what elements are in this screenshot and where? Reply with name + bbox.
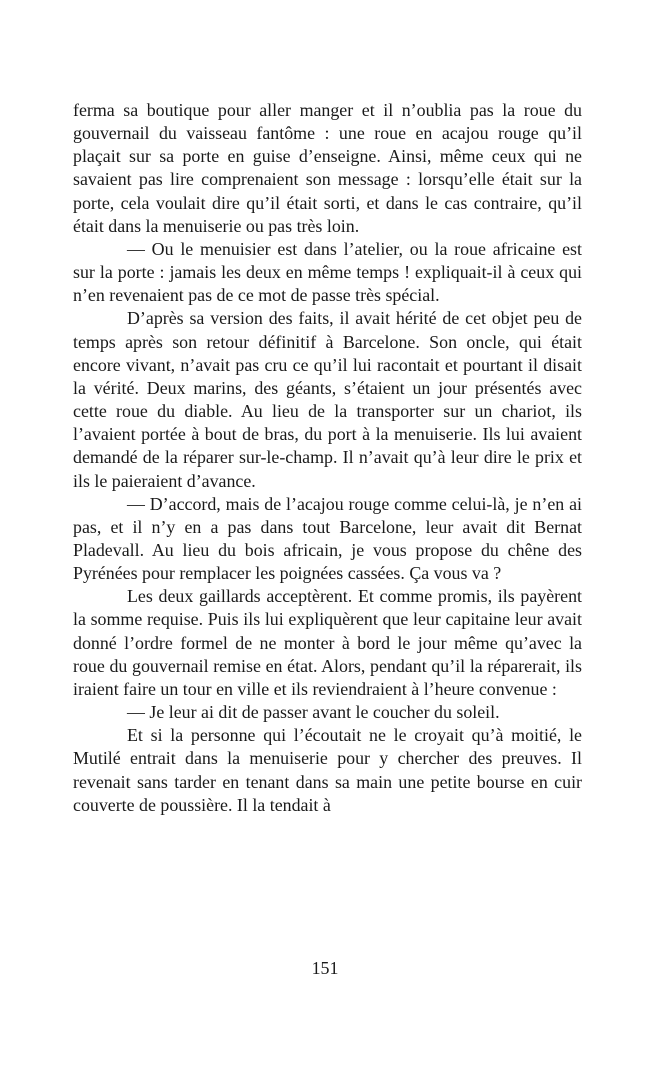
paragraph-5: Les deux gaillards acceptèrent. Et comme promis, ils payèrent la somme requise. Puis ils lui expliquèrent que leur capitaine leur avait donné l’ordre formel de ne monter à bord le jour même qu’avec la roue du gouvernail remise en état. Alors, pendant qu’il la réparerait, ils iraient faire un tour en ville et ils reviendraient à l’heure convenue :: [73, 586, 582, 699]
paragraph-6: — Je leur ai dit de passer avant le coucher du soleil.: [127, 702, 500, 723]
paragraph-4: — D’accord, mais de l’acajou rouge comme celui-là, je n’en ai pas, et il n’y en a pas dans tout Barcelone, leur avait dit Bernat Pladevall. Au lieu du bois africain, je vous propose du chêne des Pyrénées pour remplacer les poignées cassées. Ça vous va ?: [73, 493, 582, 584]
paragraph-2: — Ou le menuisier est dans l’atelier, ou la roue africaine est sur la porte : jamais les deux en même temps ! expliquait-il à ceux qui n’en revenaient pas de ce mot de passe très spécial.: [73, 238, 582, 306]
page-body: [73, 99, 582, 817]
page-number: 151: [311, 958, 339, 978]
paragraph-7: Et si la personne qui l’écoutait ne le croyait qu’à moitié, le Mutilé entrait dans la menuiserie pour y chercher des preuves. Il revenait sans tarder en tenant dans sa main une petite bourse en cuir couverte de poussière. Il la tendait à: [73, 725, 582, 815]
paragraph-1: ferma sa boutique pour aller manger et il n’oublia pas la roue du gouvernail du vaisseau fantôme : une roue en acajou rouge qu’il plaçait sur sa porte en guise d’enseigne. Ainsi, même ceux qui ne savaient pas lire comprenaient son message : lorsqu’elle était sur la porte, cela voulait dire qu’il était sorti, et dans le cas contraire, qu’il était dans la menuiserie ou pas très loin.: [73, 100, 582, 236]
paragraph-3: D’après sa version des faits, il avait hérité de cet objet peu de temps après son retour définitif à Barcelone. Son oncle, qui était encore vivant, n’avait pas cru ce qu’il lui racontait et pourtant il disait la vérité. Deux marins, des géants, s’étaient un jour présentés avec cette roue du diable. Au lieu de la transporter sur un chariot, ils l’avaient portée à bout de bras, du port à la menuiserie. Ils lui avaient demandé de la réparer sur-le-champ. Il n’avait qu’à leur dire le prix et ils le paieraient d’avance.: [73, 308, 582, 491]
